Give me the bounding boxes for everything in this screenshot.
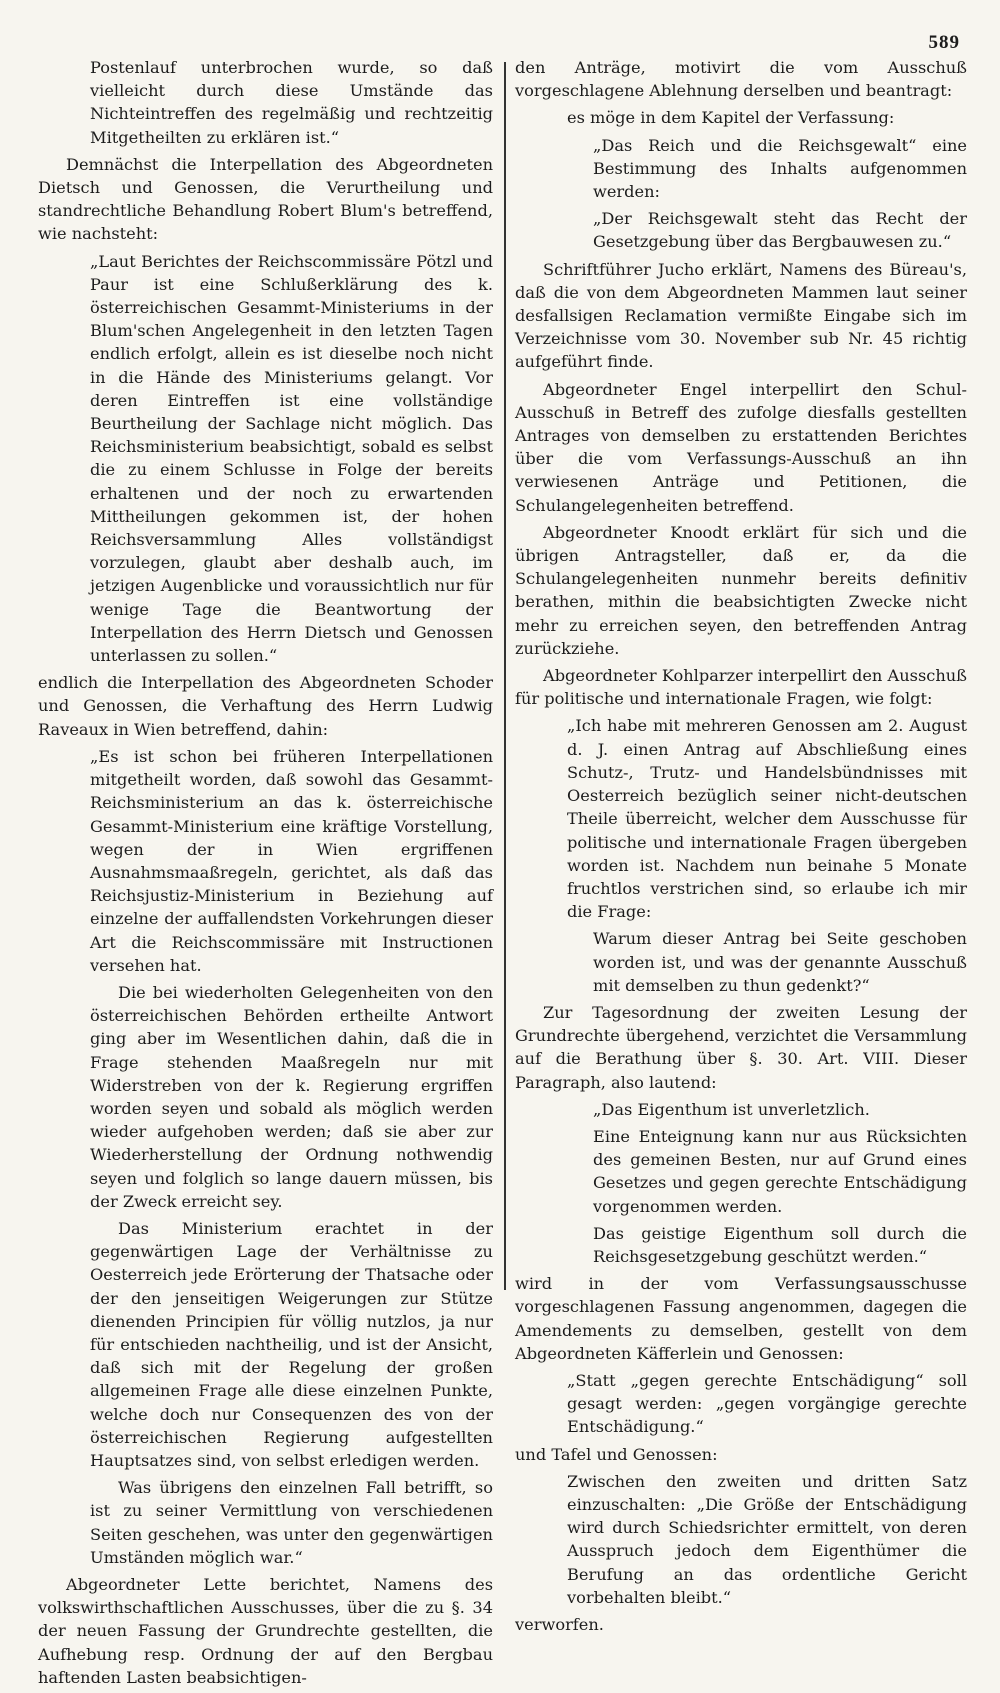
left-paragraph: Demnächst die Interpellation des Abgeordneten Dietsch und Genossen, die Verurtheilung und standrechtliche Behandlung Robert Blum's betreffend, wie nachsteht:: [38, 154, 493, 244]
right-paragraph: wird in der vom Verfassungsausschusse vorgeschlagenen Fassung angenommen, dagegen die Amendements zu demselben, gestellt von dem Abgeordneten Käfferlein und Genossen:: [515, 1274, 967, 1363]
right-paragraph: „Das Eigenthum ist unverletzlich.: [593, 1099, 870, 1119]
right-paragraph: „Das Reich und die Reichsgewalt“ eine Bestimmung des Inhalts aufgenommen werden:: [593, 135, 967, 202]
right-paragraph: „Ich habe mit mehreren Genossen am 2. August d. J. einen Antrag auf Abschließung eines Schutz-, Trutz- und Handelsbündnisses mit Oesterreich bezüglich seiner nicht-deutschen Theile überreicht, welcher dem Ausschusse für politische und internationale Fragen übergeben worden ist. Nachdem nun beinahe 5 Monate fruchtlos verstrichen sind, so erlaube ich mir die Frage:: [567, 716, 967, 922]
right-paragraph: Warum dieser Antrag bei Seite geschoben worden ist, und was der genannte Ausschuß mit demselben zu thun gedenkt?“: [593, 929, 967, 995]
left-paragraph: Das Ministerium erachtet in der gegenwärtigen Lage der Verhältnisse zu Oesterreich jede Erörterung der Thatsache oder der den jenseitigen Weigerungen zur Stütze dienenden Principien für völlig nutzlos, ja nur für entschieden nachtheilig, und ist der Ansicht, daß sich mit der Regelung der großen allgemeinen Frage alle diese einzelnen Punkte, welche doch nur Consequenzen des von der österreichischen Regierung aufgestellten Hauptsatzes sind, von selbst erledigen werden.: [90, 1218, 493, 1470]
right-paragraph: und Tafel und Genossen:: [515, 1444, 718, 1464]
left-paragraph: Was übrigens den einzelnen Fall betrifft, so ist zu seiner Vermittlung von verschiedenen Seiten geschehen, was unter den gegenwärtigen Umständen möglich war.“: [90, 1478, 493, 1567]
left-paragraph: Postenlauf unterbrochen wurde, so daß vielleicht durch diese Umstände das Nichteintreffen des regelmäßig und rechtzeitig Mitgetheilten zu erklären ist.“: [90, 58, 493, 147]
right-paragraph: Eine Enteignung kann nur aus Rücksichten des gemeinen Besten, nur auf Grund eines Gesetzes und gegen gerechte Entschädigung vorgenommen werden.: [593, 1126, 967, 1216]
right-paragraph: Abgeordneter Knoodt erklärt für sich und die übrigen Antragsteller, daß er, da die Schulangelegenheiten nunmehr bereits definitiv berathen, mithin die beabsichtigten Zwecke nicht mehr zu erreichen seyen, den betreffenden Antrag zurückziehe.: [515, 522, 967, 658]
right-paragraph: Schriftführer Jucho erklärt, Namens des Büreau's, daß die von dem Abgeordneten Mammen laut seiner desfallsigen Reclamation vermißte Eingabe sich im Verzeichnisse vom 30. November sub Nr. 45 richtig aufgeführt finde.: [515, 259, 967, 372]
right-paragraph: Das geistige Eigenthum soll durch die Reichsgesetzgebung geschützt werden.“: [593, 1223, 967, 1266]
right-paragraph: Abgeordneter Engel interpellirt den Schul-Ausschuß in Betreff des zufolge diesfalls gestellten Antrages von demselben zu erstattenden Berichtes über die vom Verfassungs-Ausschuß an ihn verwiesenen Anträge und Petitionen, die Schulangelegenheiten betreffend.: [515, 379, 967, 515]
left-column: [38, 56, 493, 1693]
right-paragraph: „Der Reichsgewalt steht das Recht der Gesetzgebung über das Bergbauwesen zu.“: [593, 209, 967, 252]
right-paragraph: den Anträge, motivirt die vom Ausschuß vorgeschlagene Ablehnung derselben und beantragt:: [515, 58, 967, 101]
left-paragraph: endlich die Interpellation des Abgeordneten Schoder und Genossen, die Verhaftung des Herrn Ludwig Raveaux in Wien betreffend, dahin:: [38, 673, 493, 739]
right-paragraph: Zwischen den zweiten und dritten Satz einzuschalten: „Die Größe der Entschädigung wird durch Schiedsrichter ermittelt, von deren Ausspruch jedoch dem Eigenthümer die Berufung an das ordentliche Gericht vorbehalten bleibt.“: [567, 1471, 967, 1607]
right-paragraph: „Statt „gegen gerechte Entschädigung“ soll gesagt werden: „gegen vorgängige gerechte Entschädigung.“: [567, 1370, 967, 1437]
left-paragraph: Die bei wiederholten Gelegenheiten von den österreichischen Behörden ertheilte Antwort ging aber im Wesentlichen dahin, daß die in Frage stehenden Maaßregeln nur mit Widerstreben von der k. Regierung ergriffen worden seyen und sobald als möglich werden wieder aufgehoben werden; daß sie aber zur Wiederherstellung der Ordnung nothwendig seyen und folglich so lange dauern müssen, bis der Zweck erreicht sey.: [90, 982, 493, 1211]
left-paragraph: „Es ist schon bei früheren Interpellationen mitgetheilt worden, daß sowohl das Gesammt-Reichsministerium an das k. österreichische Gesammt-Ministerium eine kräftige Vorstellung, wegen der in Wien ergriffenen Ausnahmsmaaßregeln, gerichtet, als daß das Reichsjustiz-Ministerium in Beziehung auf einzelne der auffallendsten Vorkehrungen dieser Art die Reichscommissäre mit Instructionen versehen hat.: [90, 746, 493, 975]
left-paragraph: Abgeordneter Lette berichtet, Namens des volkswirthschaftlichen Ausschusses, über die zu §. 34 der neuen Fassung der Grundrechte gestellten, die Aufhebung resp. Ordnung der auf den Bergbau haftenden Lasten beabsichtigen-: [38, 1575, 493, 1687]
column-divider: [504, 62, 506, 1290]
right-paragraph: es möge in dem Kapitel der Verfassung:: [567, 108, 895, 128]
right-paragraph: Abgeordneter Kohlparzer interpellirt den Ausschuß für politische und internationale Fragen, wie folgt:: [515, 666, 967, 709]
right-column: [515, 56, 967, 1640]
page-number: 589: [928, 32, 960, 53]
right-paragraph: Zur Tagesordnung der zweiten Lesung der Grundrechte übergehend, verzichtet die Versammlung auf die Berathung über §. 30. Art. VIII. Dieser Paragraph, also lautend:: [515, 1002, 967, 1092]
left-paragraph: „Laut Berichtes der Reichscommissäre Pötzl und Paur ist eine Schlußerklärung des k. österreichischen Gesammt-Ministeriums in der Blum'schen Angelegenheit in den letzten Tagen endlich erfolgt, allein es ist dieselbe noch nicht in die Hände des Ministeriums gelangt. Vor deren Eintreffen ist eine vollständige Beurtheilung der Sachlage nicht möglich. Das Reichsministerium beabsichtigt, sobald es selbst die zu einem Schlusse in Folge der bereits erhaltenen und der noch zu erwartenden Mittheilungen gekommen ist, der hohen Reichsversammlung Alles vollständigst vorzulegen, glaubt aber deshalb auch, im jetzigen Augenblicke und voraussichtlich nur für wenige Tage die Beantwortung der Interpellation des Herrn Dietsch und Genossen unterlassen zu sollen.“: [90, 251, 493, 666]
right-paragraph: verworfen.: [515, 1615, 604, 1634]
